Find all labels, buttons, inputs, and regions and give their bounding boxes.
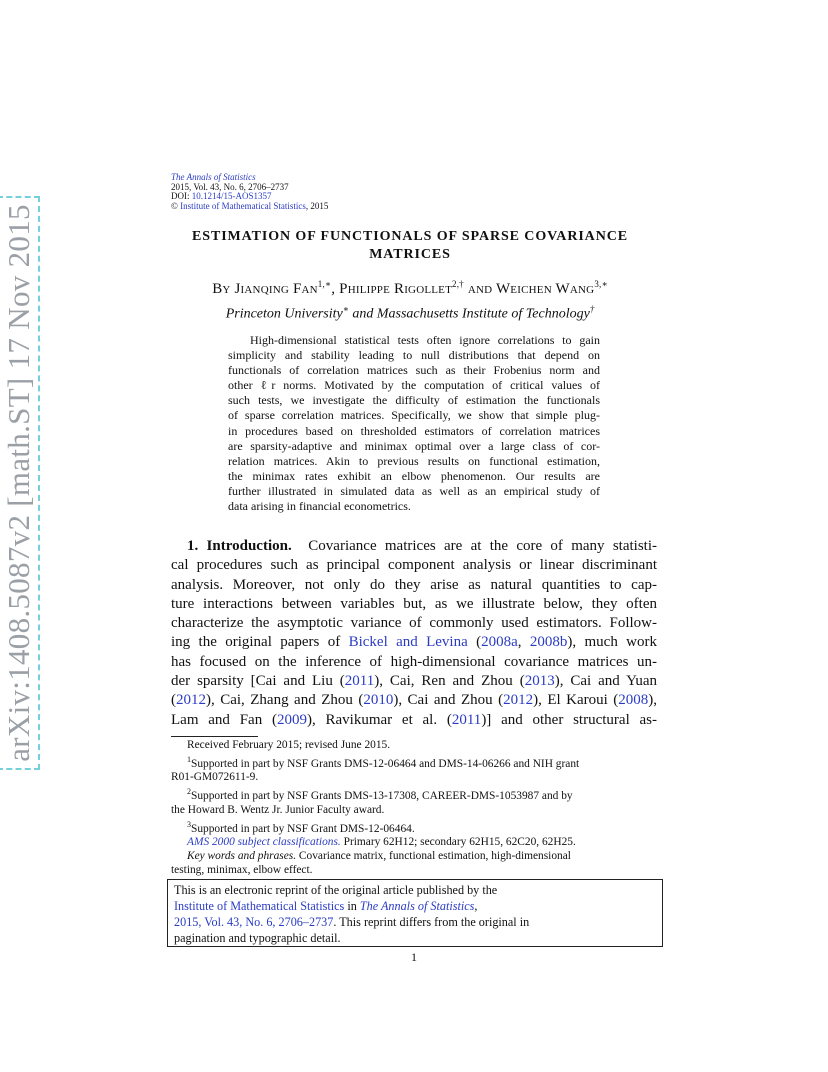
institute-reprint-link[interactable]: Institute of Mathematical Statistics bbox=[174, 899, 345, 913]
journal-reprint-link[interactable]: The Annals of Statistics bbox=[359, 899, 475, 913]
footnote-3 bbox=[171, 818, 657, 837]
citation-link[interactable]: 2011 bbox=[451, 711, 482, 728]
author-list bbox=[150, 279, 670, 298]
abstract-line: of sparse correlation matrices. Specifically, we show that simple plug- bbox=[228, 408, 600, 423]
abstract-line: functionals of correlation matrices such as their Frobenius norm and bbox=[228, 363, 600, 378]
abstract-line: simplicity and stability leading to null distributions that depend on bbox=[228, 348, 600, 363]
intro-text: ( bbox=[171, 692, 176, 709]
intro-line-7: has focused on the inference of high-dimensional covariance matrices un- bbox=[171, 653, 657, 670]
footnote-2-cont: the Howard B. Wentz Jr. Junior Faculty award. bbox=[171, 803, 385, 816]
citation-link[interactable]: 2009 bbox=[276, 711, 307, 728]
footnote-3-marker: 3 bbox=[187, 819, 191, 829]
intro-text: Lam and Fan ( bbox=[171, 711, 277, 728]
intro-text: Covariance matrices are at the core of many statisti- bbox=[308, 538, 657, 554]
reprint-line-1: This is an electronic reprint of the original article published by the bbox=[174, 883, 498, 897]
abstract bbox=[228, 333, 600, 514]
introduction-section bbox=[171, 537, 657, 730]
ams-classification bbox=[171, 836, 657, 850]
ams-link[interactable]: AMS 2000 subject classifications. bbox=[187, 836, 341, 849]
citation-link[interactable]: 2008a bbox=[481, 634, 518, 651]
intro-heading: 1. Introduction. bbox=[187, 538, 292, 554]
volume-reprint-link[interactable]: 2015, Vol. 43, No. 6, 2706–2737 bbox=[174, 915, 334, 929]
abstract-line: further illustrated in simulated data as well as an empirical study of bbox=[228, 483, 600, 498]
journal-volume: 2015, Vol. 43, No. 6, 2706–2737 bbox=[171, 181, 289, 192]
intro-line-1 bbox=[171, 537, 657, 556]
abstract-line: are sparsity-adaptive and minimax optimal over a large class of cor- bbox=[228, 438, 600, 453]
citation-link[interactable]: 2008b bbox=[529, 634, 568, 651]
copyright-year: , 2015 bbox=[305, 200, 329, 211]
intro-text: )] and other structural as- bbox=[481, 711, 657, 728]
affiliations bbox=[150, 304, 670, 323]
keywords-label: Key words and phrases. bbox=[187, 849, 297, 862]
abstract-line: other ℓr norms. Motivated by the computation of critical values of bbox=[228, 378, 600, 393]
citation-link[interactable]: Bickel and Levina bbox=[348, 634, 468, 651]
intro-text: ), bbox=[648, 692, 657, 709]
footnote-1-text: Supported in part by NSF Grants DMS-12-06464 and DMS-14-06266 and NIH grant bbox=[191, 757, 580, 770]
author-wang: Weichen Wang bbox=[495, 281, 595, 297]
intro-line-2: cal procedures such as principal component analysis or linear discriminant bbox=[171, 557, 657, 574]
intro-text: ), Cai and Zhou ( bbox=[393, 692, 504, 709]
arxiv-identifier-stamp bbox=[1, 133, 47, 833]
footnote-2-text: Supported in part by NSF Grants DMS-13-17308, CAREER-DMS-1053987 and by bbox=[191, 789, 573, 802]
footnote-1 bbox=[171, 753, 657, 772]
abstract-line: High-dimensional statistical tests often ignore correlations to gain bbox=[250, 333, 600, 347]
author-rigollet: Philippe Rigollet bbox=[339, 281, 453, 297]
footnote-1-cont: R01-GM072611-9. bbox=[171, 771, 259, 784]
affiliation-mit: and Massachusetts Institute of Technology bbox=[348, 306, 590, 322]
affiliation-princeton: Princeton University bbox=[225, 306, 343, 322]
author-wang-sup: 3,∗ bbox=[594, 279, 608, 289]
intro-text: der sparsity [Cai and Liu ( bbox=[171, 673, 345, 690]
intro-text: , bbox=[517, 634, 530, 651]
intro-line-10 bbox=[171, 711, 657, 730]
journal-header bbox=[171, 173, 328, 211]
author-prefix: By bbox=[212, 281, 235, 297]
author-sep-2: and bbox=[463, 281, 496, 297]
intro-line-6 bbox=[171, 633, 657, 652]
reprint-notice bbox=[167, 879, 663, 947]
intro-text: ), Cai, Ren and Zhou ( bbox=[374, 673, 525, 690]
citation-link[interactable]: 2011 bbox=[344, 673, 375, 690]
intro-text: ), Cai, Zhang and Zhou ( bbox=[206, 692, 364, 709]
author-sep-1: , bbox=[331, 281, 340, 297]
citation-link[interactable]: 2012 bbox=[503, 692, 534, 709]
citation-link[interactable]: 2010 bbox=[363, 692, 394, 709]
intro-text: ( bbox=[467, 634, 482, 651]
abstract-line: the minimax rates exhibit an elbow phenomenon. Our results are bbox=[228, 468, 600, 483]
affiliation-mit-sup: † bbox=[589, 304, 595, 314]
intro-line-3: analysis. Moreover, not only do they arise as natural quantities to cap- bbox=[171, 576, 657, 593]
footnotes bbox=[171, 739, 657, 878]
citation-link[interactable]: 2008 bbox=[618, 692, 649, 709]
doi-label: DOI: bbox=[171, 191, 192, 201]
footnote-1-marker: 1 bbox=[187, 754, 191, 764]
footnote-2 bbox=[171, 785, 657, 804]
reprint-line-3 bbox=[174, 914, 656, 930]
page-number: 1 bbox=[411, 950, 417, 964]
reprint-text: in bbox=[344, 899, 360, 913]
keywords bbox=[171, 850, 657, 864]
intro-text: ing the original papers of bbox=[171, 634, 349, 651]
intro-text: ), Cai and Yuan bbox=[554, 673, 657, 690]
intro-line-8 bbox=[171, 672, 657, 691]
intro-text: ), much work bbox=[567, 634, 657, 651]
abstract-line: relation matrices. Akin to previous results on functional estimation, bbox=[228, 453, 600, 468]
journal-copyright bbox=[171, 202, 328, 212]
arxiv-identifier-text: arXiv:1408.5087v2 [math.ST] 17 Nov 2015 bbox=[0, 196, 40, 770]
footnote-2-marker: 2 bbox=[187, 787, 191, 797]
journal-name-link[interactable]: The Annals of Statistics bbox=[171, 172, 256, 182]
doi-link[interactable]: 10.1214/15-AOS1357 bbox=[191, 191, 272, 201]
abstract-line: in procedures based on thresholded estimators of correlation matrices bbox=[228, 423, 600, 438]
intro-text: ), Ravikumar et al. ( bbox=[306, 711, 452, 728]
footnote-3-text: Supported in part by NSF Grant DMS-12-06464. bbox=[191, 822, 415, 835]
title-line-1: ESTIMATION OF FUNCTIONALS OF SPARSE COVARIANCE bbox=[192, 229, 628, 244]
paper-title bbox=[150, 228, 670, 264]
reprint-line-2 bbox=[174, 898, 656, 914]
citation-link[interactable]: 2013 bbox=[524, 673, 555, 690]
keywords-text: Covariance matrix, functional estimation, high-dimensional bbox=[296, 849, 571, 862]
abstract-line: such tests, we investigate the difficulty of estimation the functionals bbox=[228, 393, 600, 408]
intro-line-4: ture interactions between variables but, as we illustrate below, they often bbox=[171, 595, 657, 612]
keywords-cont: testing, minimax, elbow effect. bbox=[171, 863, 313, 876]
author-fan-sup: 1,∗ bbox=[317, 279, 332, 289]
citation-link[interactable]: 2012 bbox=[176, 692, 206, 709]
reprint-text: . This reprint differs from the original in bbox=[333, 915, 530, 929]
abstract-line: data arising in financial econometrics. bbox=[228, 499, 411, 514]
institute-link[interactable]: Institute of Mathematical Statistics bbox=[180, 200, 306, 211]
title-line-2: MATRICES bbox=[369, 247, 451, 262]
author-rigollet-sup: 2,† bbox=[452, 279, 464, 289]
intro-text: ), El Karoui ( bbox=[533, 692, 619, 709]
reprint-text: , bbox=[474, 899, 478, 913]
author-fan: Jianqing Fan bbox=[234, 281, 318, 297]
affiliation-princeton-sup: ∗ bbox=[342, 304, 349, 314]
ams-text: Primary 62H12; secondary 62H15, 62C20, 62H25. bbox=[340, 836, 576, 849]
received-date: Received February 2015; revised June 2015. bbox=[187, 739, 391, 751]
reprint-line-4: pagination and typographic detail. bbox=[174, 931, 341, 945]
footnote-divider bbox=[171, 736, 258, 737]
intro-line-9 bbox=[171, 691, 657, 710]
intro-line-5: characterize the asymptotic variance of commonly used estimators. Follow- bbox=[171, 615, 657, 632]
copyright-symbol: © bbox=[171, 200, 178, 211]
